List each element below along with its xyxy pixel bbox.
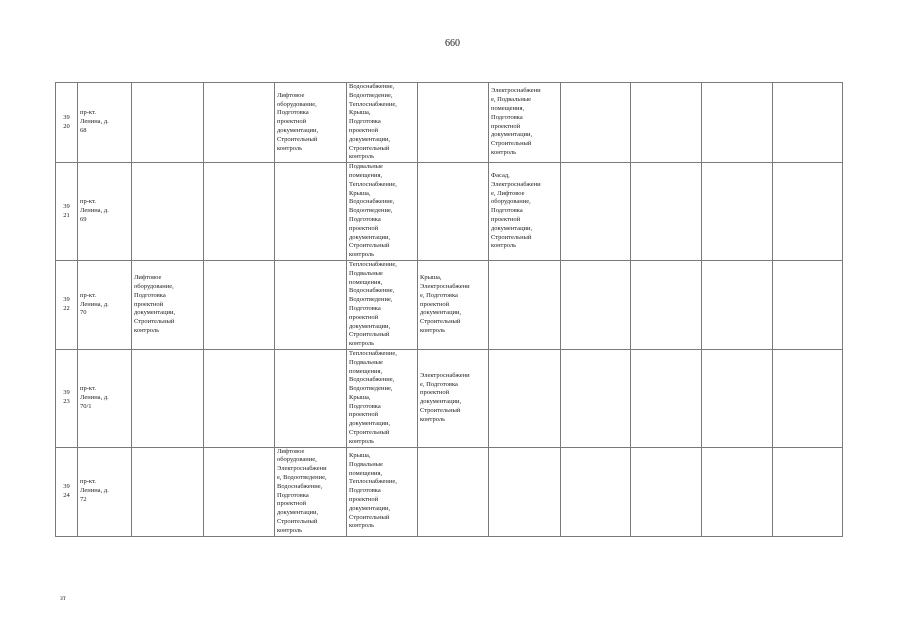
table-cell: Лифтовое оборудование, Подготовка проектной документации, Строительный контроль [132, 260, 204, 349]
table-cell [702, 349, 773, 447]
table-cell: Теплоснабжение, Подвальные помещения, Водоснабжение, Водоотведение, Крыша, Подготовка проектной документации, Строительный контроль [347, 349, 418, 447]
table-cell: Подвальные помещения, Теплоснабжение, Крыша, Водоснабжение, Водоотведение, Подготовка проектной документации, Строительный контроль [347, 163, 418, 261]
table-cell [631, 260, 702, 349]
table-cell [561, 447, 631, 536]
address-cell: пр-кт. Ленина, д. 69 [78, 163, 132, 261]
table-cell: Водоснабжение, Водоотведение, Теплоснабжение, Крыша, Подготовка проектной документации, Строительный контроль [347, 83, 418, 163]
footer-mark: зт [60, 594, 66, 602]
table-cell [561, 260, 631, 349]
table-cell [561, 163, 631, 261]
address-cell: пр-кт. Ленина, д. 70 [78, 260, 132, 349]
table-cell [702, 447, 773, 536]
table-cell: Крыша, Электроснабжени е, Подготовка проектной документации, Строительный контроль [418, 260, 489, 349]
table-cell [275, 349, 347, 447]
table-row [56, 260, 843, 349]
table-cell [631, 447, 702, 536]
table-cell: Электроснабжени е, Подготовка проектной документации, Строительный контроль [418, 349, 489, 447]
table-cell [204, 83, 275, 163]
row-number-cell: 39 20 [56, 83, 78, 163]
table-cell [773, 349, 843, 447]
table-cell [418, 83, 489, 163]
row-number-cell: 39 21 [56, 163, 78, 261]
table-row [56, 83, 843, 163]
table-cell: Теплоснабжение, Подвальные помещения, Водоснабжение, Водоотведение, Подготовка проектной документации, Строительный контроль [347, 260, 418, 349]
table-cell [702, 83, 773, 163]
table-cell [275, 260, 347, 349]
table-cell [489, 349, 561, 447]
table-cell [489, 260, 561, 349]
table-cell: Лифтовое оборудование, Электроснабжени е, Водоотведение, Водоснабжение, Подготовка проектной документации, Строительный контроль [275, 447, 347, 536]
table-cell [773, 447, 843, 536]
table-cell [561, 349, 631, 447]
table-cell [773, 83, 843, 163]
table-cell: Лифтовое оборудование, Подготовка проектной документации, Строительный контроль [275, 83, 347, 163]
repair-schedule-table [55, 82, 843, 537]
table-row [56, 349, 843, 447]
table-cell [204, 163, 275, 261]
table-cell [204, 349, 275, 447]
row-number-cell: 39 24 [56, 447, 78, 536]
table-cell [132, 447, 204, 536]
table-cell [561, 83, 631, 163]
row-number-cell: 39 23 [56, 349, 78, 447]
table-row [56, 163, 843, 261]
table-cell [418, 447, 489, 536]
row-number-cell: 39 22 [56, 260, 78, 349]
table-cell [275, 163, 347, 261]
table-cell: Фасад, Электроснабжени е, Лифтовое оборудование, Подготовка проектной документации, Строительный контроль [489, 163, 561, 261]
address-cell: пр-кт. Ленина, д. 68 [78, 83, 132, 163]
table-cell [773, 163, 843, 261]
table-cell [489, 447, 561, 536]
table-cell [702, 260, 773, 349]
table-cell [631, 163, 702, 261]
table-cell [631, 83, 702, 163]
table-cell [132, 349, 204, 447]
table-cell [631, 349, 702, 447]
table-cell [204, 447, 275, 536]
table-cell [204, 260, 275, 349]
table-cell: Электроснабжени е, Подвальные помещения, Подготовка проектной документации, Строительный контроль [489, 83, 561, 163]
page-number: 660 [445, 38, 460, 49]
table-cell [132, 83, 204, 163]
table-cell: Крыша, Подвальные помещения, Теплоснабжение, Подготовка проектной документации, Строительный контроль [347, 447, 418, 536]
table-cell [418, 163, 489, 261]
table-cell [773, 260, 843, 349]
address-cell: пр-кт. Ленина, д. 72 [78, 447, 132, 536]
address-cell: пр-кт. Ленина, д. 70/1 [78, 349, 132, 447]
table-row [56, 447, 843, 536]
table-cell [702, 163, 773, 261]
table-cell [132, 163, 204, 261]
